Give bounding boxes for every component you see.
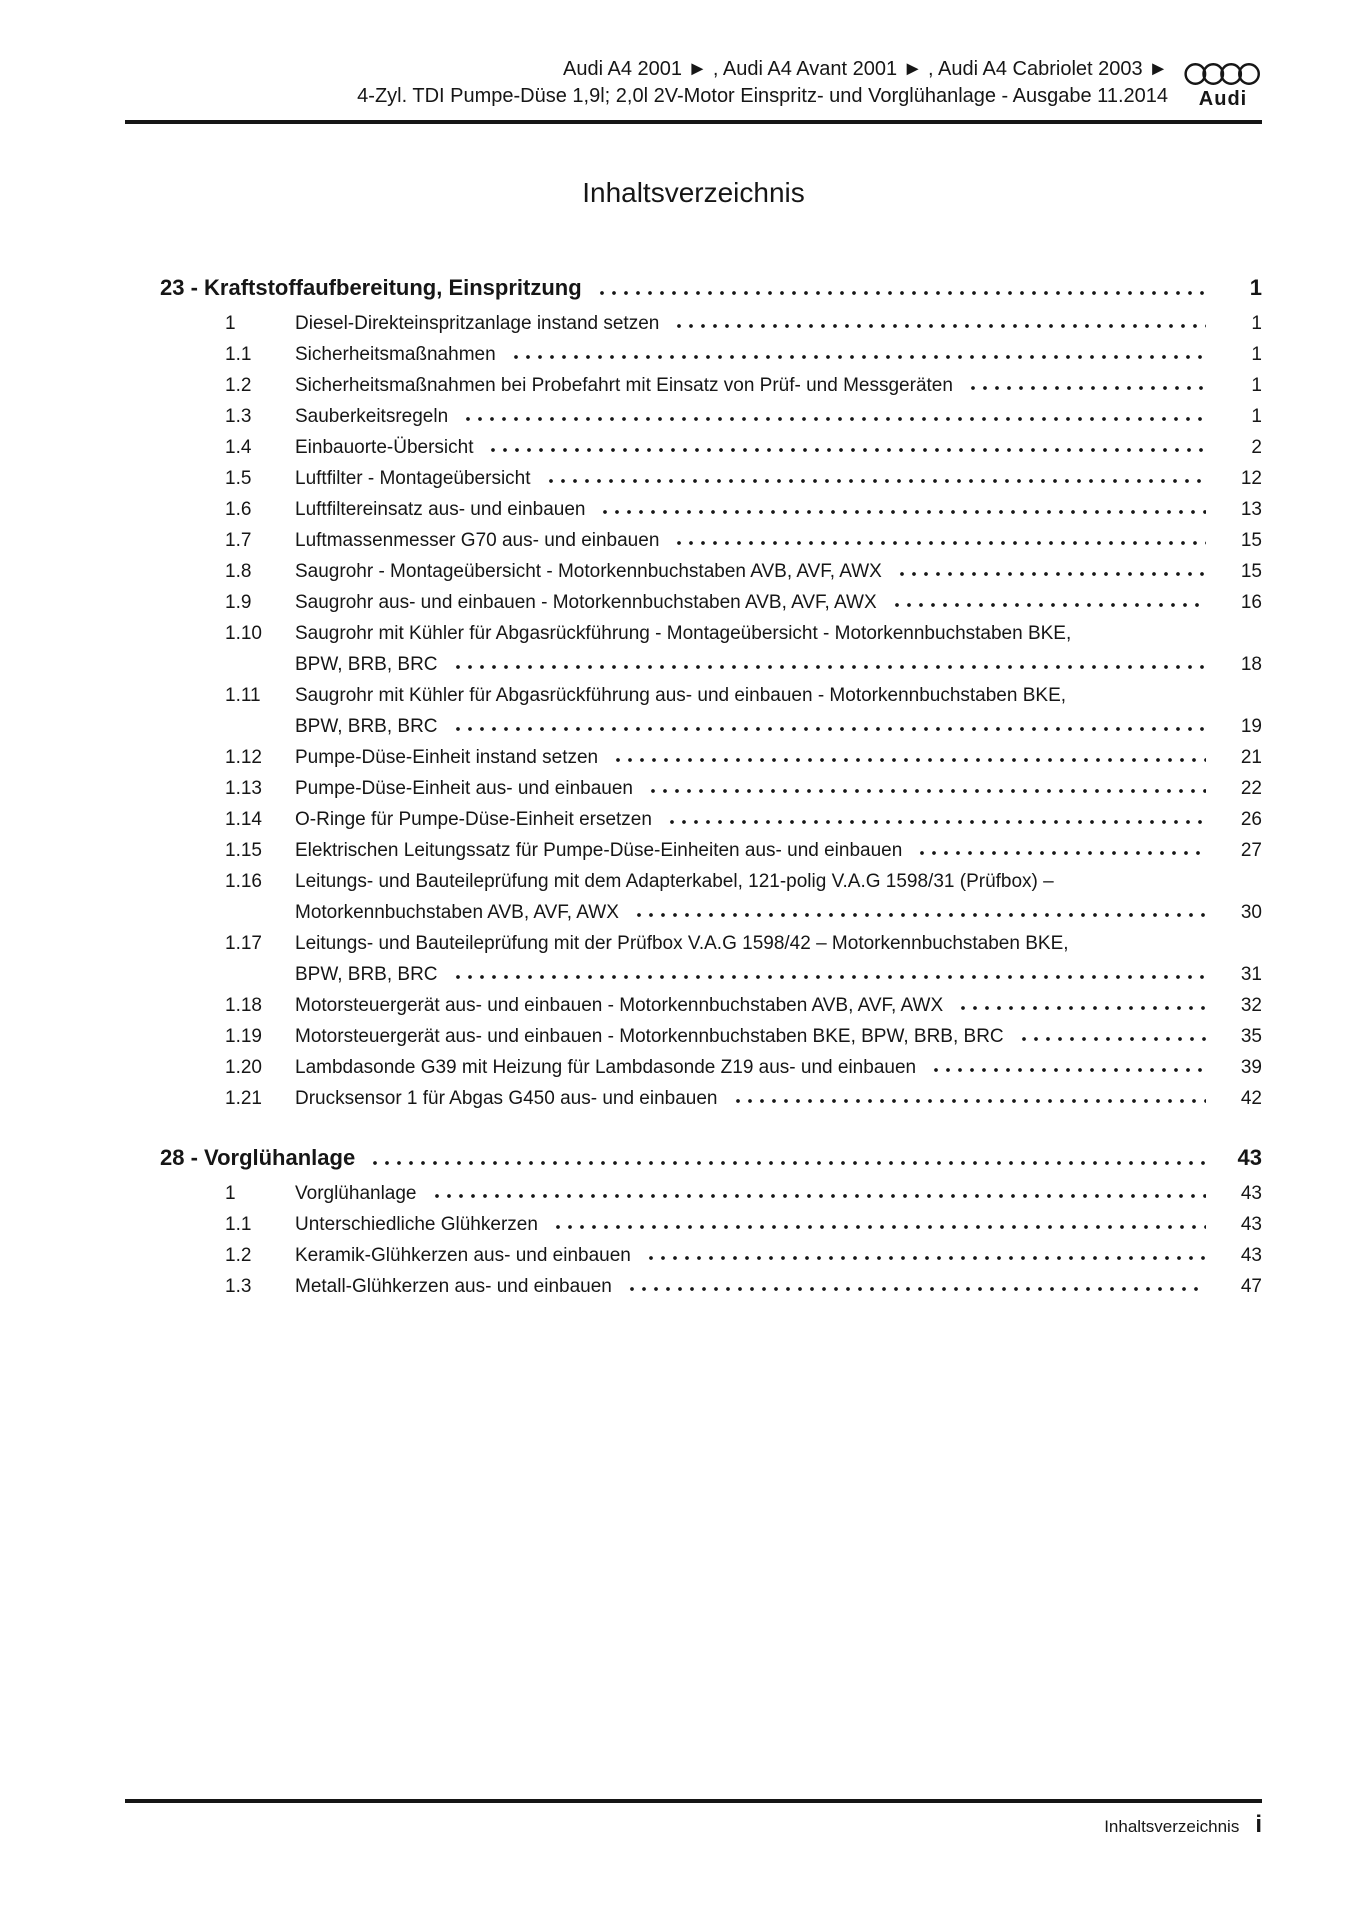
toc-entry-body [295, 308, 1262, 339]
toc-entry[interactable] [125, 556, 1262, 587]
toc-entry-page: 43 [1240, 1183, 1262, 1204]
toc-entry-number: 1.3 [225, 406, 252, 427]
toc-entry-page: 39 [1240, 1057, 1262, 1078]
toc-entry-title: BPW, BRB, BRC [295, 964, 438, 985]
dot-leader [1018, 1021, 1206, 1052]
toc-entry[interactable] [125, 1052, 1262, 1083]
toc-entry-number: 1.17 [225, 933, 262, 954]
dot-leader [967, 370, 1206, 401]
toc-entry[interactable] [125, 835, 1262, 866]
toc-entry-number: 1.8 [225, 561, 252, 582]
dot-leader [612, 742, 1206, 773]
header-line2: 4-Zyl. TDI Pumpe-Düse 1,9l; 2,0l 2V-Motor Einspritz- und Vorglühanlage - Ausgabe 11.2014 [357, 85, 1168, 107]
toc-section [125, 1140, 1262, 1302]
toc-entry-body [295, 618, 1262, 680]
toc-entry-title: Motorkennbuchstaben AVB, AVF, AWX [295, 902, 619, 923]
dot-leader [673, 525, 1206, 556]
audi-logo [1184, 60, 1262, 110]
dot-leader [510, 339, 1206, 370]
toc-entry[interactable] [125, 1178, 1262, 1209]
toc-entry-title: Leitungs- und Bauteileprüfung mit dem Adapterkabel, 121-polig V.A.G 1598/31 (Prüfbox) – [295, 871, 1054, 892]
toc-entry-number: 1 [225, 1183, 236, 1204]
toc-section-page: 43 [1237, 1145, 1262, 1170]
toc-entry-title: Leitungs- und Bauteileprüfung mit der Prüfbox V.A.G 1598/42 – Motorkennbuchstaben BKE, [295, 933, 1069, 954]
toc-entry-number: 1.20 [225, 1057, 262, 1078]
dot-leader [957, 990, 1206, 1021]
toc-entry[interactable] [125, 1240, 1262, 1271]
toc-entry-page: 42 [1240, 1088, 1262, 1109]
toc-entry-page: 15 [1240, 561, 1262, 582]
toc-entry[interactable] [125, 990, 1262, 1021]
toc-entry-title: Vorglühanlage [295, 1183, 417, 1204]
toc-entry[interactable] [125, 618, 1262, 680]
dot-leader [462, 401, 1206, 432]
dot-leader [666, 804, 1206, 835]
toc-entry[interactable] [125, 463, 1262, 494]
toc-entry[interactable] [125, 587, 1262, 618]
toc-entry-number: 1.2 [225, 1245, 252, 1266]
toc-entry-title: Luftmassenmesser G70 aus- und einbauen [295, 530, 660, 551]
toc-section-heading[interactable] [125, 1140, 1262, 1176]
toc-entry-page: 31 [1240, 964, 1262, 985]
toc-section-page: 1 [1249, 275, 1262, 300]
toc-entry-title: Sicherheitsmaßnahmen bei Probefahrt mit Einsatz von Prüf- und Messgeräten [295, 375, 953, 396]
dot-leader [552, 1209, 1206, 1240]
toc-entry-number: 1.21 [225, 1088, 262, 1109]
toc-entry-body [295, 1052, 1262, 1083]
toc-entry[interactable] [125, 432, 1262, 463]
dot-leader [633, 897, 1206, 928]
toc-entry-page: 47 [1240, 1276, 1262, 1297]
toc-entry-number: 1.14 [225, 809, 262, 830]
toc-entry-body [295, 1021, 1262, 1052]
toc-entry-body [295, 370, 1262, 401]
toc-section-heading[interactable] [125, 270, 1262, 306]
dot-leader [599, 494, 1206, 525]
toc-entry-number: 1.19 [225, 1026, 262, 1047]
toc-section-title: 23 - Kraftstoffaufbereitung, Einspritzung [160, 275, 582, 300]
dot-leader [452, 711, 1206, 742]
toc-entry-title: Keramik-Glühkerzen aus- und einbauen [295, 1245, 631, 1266]
toc-entry-number: 1 [225, 313, 236, 334]
toc-entry-body [295, 339, 1262, 370]
toc-entry-page: 30 [1240, 902, 1262, 923]
dot-leader [596, 270, 1206, 306]
toc-entry-body [295, 1240, 1262, 1271]
toc-entry-body [295, 556, 1262, 587]
toc-entry[interactable] [125, 1021, 1262, 1052]
toc-entry-page: 43 [1240, 1214, 1262, 1235]
toc-entry-page: 19 [1240, 716, 1262, 737]
toc-entry-number: 1.11 [225, 685, 261, 706]
dot-leader [673, 308, 1206, 339]
dot-leader [916, 835, 1206, 866]
toc-entry-number: 1.2 [225, 375, 252, 396]
toc-entry-page: 1 [1251, 375, 1262, 396]
toc-entry-body [295, 1271, 1262, 1302]
toc-entry-page: 32 [1240, 995, 1262, 1016]
toc-entry-title: Luftfilter - Montageübersicht [295, 468, 531, 489]
dot-leader [487, 432, 1206, 463]
toc-entry-body [295, 463, 1262, 494]
toc-entry-number: 1.12 [225, 747, 262, 768]
toc-entry-body [295, 432, 1262, 463]
toc-entry-title: Unterschiedliche Glühkerzen [295, 1214, 538, 1235]
toc-entry-number: 1.1 [225, 1214, 252, 1235]
toc-entry-page: 16 [1240, 592, 1262, 613]
toc-entry-title: Saugrohr - Montageübersicht - Motorkennbuchstaben AVB, AVF, AWX [295, 561, 882, 582]
dot-leader [891, 587, 1206, 618]
header-line1: Audi A4 2001 ► , Audi A4 Avant 2001 ► , Audi A4 Cabriolet 2003 ► [563, 58, 1168, 80]
toc-entry-title: Motorsteuergerät aus- und einbauen - Motorkennbuchstaben AVB, AVF, AWX [295, 995, 944, 1016]
header-text [125, 56, 1184, 110]
toc-entry-title: O-Ringe für Pumpe-Düse-Einheit ersetzen [295, 809, 652, 830]
toc-entry-number: 1.18 [225, 995, 262, 1016]
footer-page-number: i [1255, 1811, 1262, 1838]
toc-entry-number: 1.5 [225, 468, 252, 489]
toc-entry-body [295, 587, 1262, 618]
toc-entry-page: 43 [1240, 1245, 1262, 1266]
toc-entry-title: Saugrohr mit Kühler für Abgasrückführung aus- und einbauen - Motorkennbuchstaben BKE, [295, 685, 1067, 706]
toc-entry-body [295, 866, 1262, 928]
toc-section-title: 28 - Vorglühanlage [160, 1145, 356, 1170]
dot-leader [452, 649, 1206, 680]
toc-section [125, 270, 1262, 1114]
toc-entry[interactable] [125, 525, 1262, 556]
toc-entry-title: Saugrohr aus- und einbauen - Motorkennbuchstaben AVB, AVF, AWX [295, 592, 877, 613]
toc-entry-body [295, 494, 1262, 525]
toc-entry-body [295, 680, 1262, 742]
toc-entry-title: Pumpe-Düse-Einheit aus- und einbauen [295, 778, 633, 799]
toc-entry[interactable] [125, 401, 1262, 432]
toc-entry-number: 1.9 [225, 592, 252, 613]
toc-entry-body [295, 401, 1262, 432]
toc [125, 270, 1262, 1302]
toc-entry-body [295, 928, 1262, 990]
toc-entry-body [295, 773, 1262, 804]
toc-entry[interactable] [125, 928, 1262, 990]
toc-entry-number: 1.4 [225, 437, 252, 458]
dot-leader [930, 1052, 1206, 1083]
toc-entry-body [295, 990, 1262, 1021]
toc-entry-number: 1.1 [225, 344, 252, 365]
toc-entry[interactable] [125, 339, 1262, 370]
page-footer [125, 1799, 1262, 1837]
dot-leader [732, 1083, 1207, 1114]
toc-entry-body [295, 1178, 1262, 1209]
toc-entry-page: 18 [1240, 654, 1262, 675]
section-entries [125, 308, 1262, 1114]
dot-leader [896, 556, 1206, 587]
toc-entry-title: Sicherheitsmaßnahmen [295, 344, 496, 365]
toc-entry[interactable] [125, 1271, 1262, 1302]
audi-wordmark: Audi [1198, 88, 1248, 110]
toc-entry-title: Elektrischen Leitungssatz für Pumpe-Düse-Einheiten aus- und einbauen [295, 840, 903, 861]
toc-entry-page: 21 [1240, 747, 1262, 768]
toc-entry[interactable] [125, 1083, 1262, 1114]
toc-entry[interactable] [125, 370, 1262, 401]
toc-entry-body [295, 835, 1262, 866]
toc-entry-page: 1 [1251, 344, 1262, 365]
toc-entry-number: 1.6 [225, 499, 252, 520]
page-header [125, 0, 1262, 124]
toc-entry-title: BPW, BRB, BRC [295, 654, 438, 675]
toc-entry-number: 1.16 [225, 871, 262, 892]
dot-leader [626, 1271, 1206, 1302]
dot-leader [645, 1240, 1206, 1271]
toc-entry-page: 2 [1251, 437, 1262, 458]
dot-leader [452, 959, 1206, 990]
toc-entry[interactable] [125, 804, 1262, 835]
section-entries [125, 1178, 1262, 1302]
toc-entry-page: 22 [1240, 778, 1262, 799]
dot-leader [431, 1178, 1207, 1209]
toc-entry-body [295, 525, 1262, 556]
toc-entry-title: Lambdasonde G39 mit Heizung für Lambdasonde Z19 aus- und einbauen [295, 1057, 917, 1078]
dot-leader [545, 463, 1206, 494]
audi-rings-icon [1184, 60, 1262, 88]
dot-leader [647, 773, 1206, 804]
toc-entry[interactable] [125, 773, 1262, 804]
toc-entry-number: 1.3 [225, 1276, 252, 1297]
toc-entry-title: Drucksensor 1 für Abgas G450 aus- und einbauen [295, 1088, 718, 1109]
toc-entry-title: Luftfiltereinsatz aus- und einbauen [295, 499, 586, 520]
toc-entry-title: Saugrohr mit Kühler für Abgasrückführung - Montageübersicht - Motorkennbuchstaben BKE, [295, 623, 1072, 644]
toc-entry-title: Motorsteuergerät aus- und einbauen - Motorkennbuchstaben BKE, BPW, BRB, BRC [295, 1026, 1004, 1047]
toc-entry-page: 13 [1240, 499, 1262, 520]
toc-entry-title: BPW, BRB, BRC [295, 716, 438, 737]
toc-entry-page: 1 [1251, 313, 1262, 334]
toc-entry-number: 1.7 [225, 530, 252, 551]
dot-leader [369, 1140, 1206, 1176]
toc-entry-body [295, 742, 1262, 773]
toc-entry[interactable] [125, 680, 1262, 742]
toc-entry-number: 1.13 [225, 778, 262, 799]
toc-entry-page: 15 [1240, 530, 1262, 551]
page-title: Inhaltsverzeichnis [582, 177, 805, 208]
toc-entry[interactable] [125, 1209, 1262, 1240]
toc-entry[interactable] [125, 494, 1262, 525]
toc-entry-number: 1.10 [225, 623, 262, 644]
toc-entry-title: Einbauorte-Übersicht [295, 437, 474, 458]
toc-entry-title: Pumpe-Düse-Einheit instand setzen [295, 747, 599, 768]
toc-entry-page: 1 [1251, 406, 1262, 427]
toc-entry-page: 12 [1240, 468, 1262, 489]
toc-entry-title: Metall-Glühkerzen aus- und einbauen [295, 1276, 612, 1297]
toc-entry-page: 26 [1240, 809, 1262, 830]
toc-entry-body [295, 804, 1262, 835]
toc-entry-body [295, 1083, 1262, 1114]
toc-entry[interactable] [125, 308, 1262, 339]
toc-entry-title: Diesel-Direkteinspritzanlage instand setzen [295, 313, 660, 334]
toc-entry-page: 35 [1240, 1026, 1262, 1047]
footer-label: Inhaltsverzeichnis [1104, 1817, 1240, 1836]
toc-entry[interactable] [125, 866, 1262, 928]
toc-entry-title: Sauberkeitsregeln [295, 406, 449, 427]
toc-entry-page: 27 [1240, 840, 1262, 861]
toc-entry-body [295, 1209, 1262, 1240]
toc-entry[interactable] [125, 742, 1262, 773]
toc-entry-number: 1.15 [225, 840, 262, 861]
